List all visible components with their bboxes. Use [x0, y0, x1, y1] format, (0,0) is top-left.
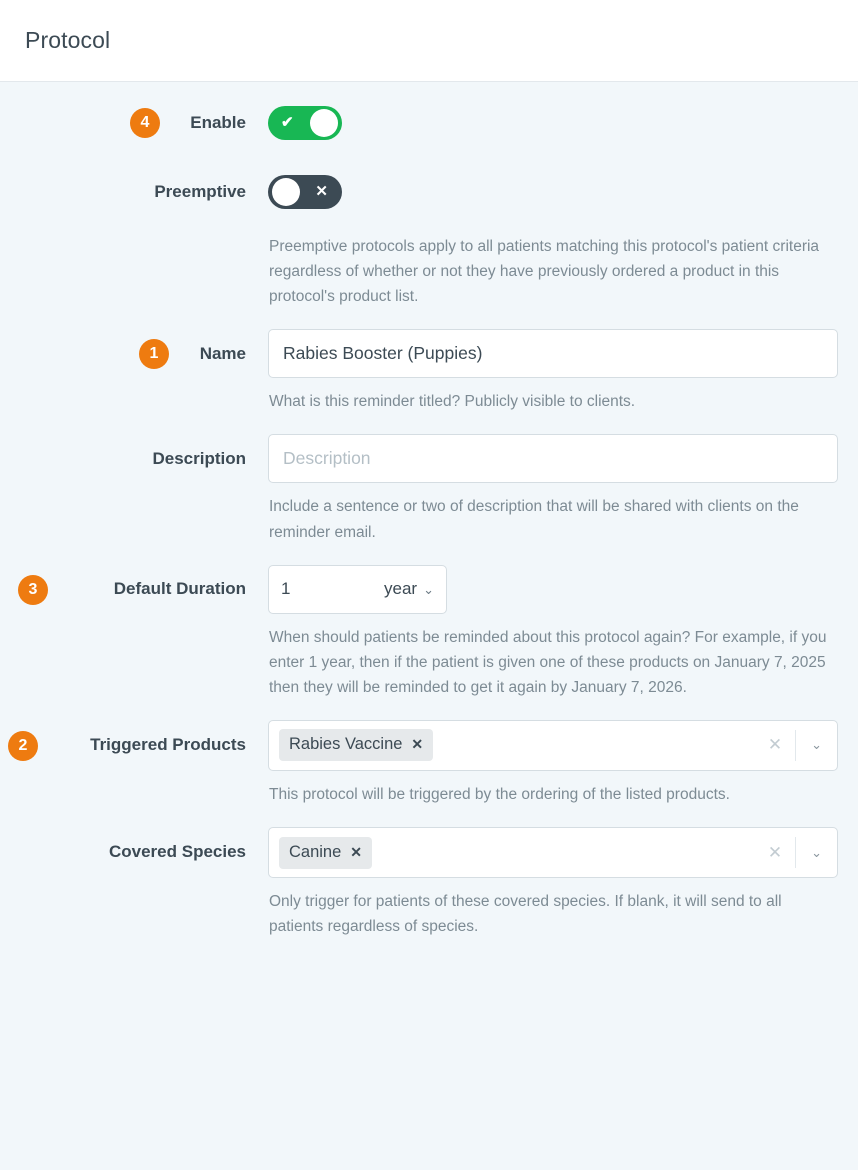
triggered-products-help-text: This protocol will be triggered by the ordering of the listed products. — [269, 785, 730, 803]
preemptive-help-text: Preemptive protocols apply to all patients matching this protocol's patient criteria regardless of whether or not they have previously ordered a product in this protocol's product list. — [269, 238, 820, 306]
default-duration-help-text: When should patients be reminded about this protocol again? For example, if you enter 1 year, then if the patient is given one of these products on January 7, 2025 then they will be reminded to get it again by January 7, 2026. — [269, 628, 827, 696]
field-row-name — [22, 329, 836, 414]
triggered-products-field — [268, 720, 836, 807]
description-label-col — [22, 434, 268, 483]
enable-field — [268, 106, 836, 145]
field-row-triggered-products — [18, 720, 836, 807]
covered-species-multiselect[interactable] — [268, 827, 838, 878]
enable-label: Enable — [190, 112, 246, 132]
triggered-products-label-col — [18, 720, 268, 771]
covered-species-chips — [279, 831, 755, 875]
name-label: Name — [199, 343, 246, 363]
description-help-text: Include a sentence or two of description that will be shared with clients on the reminder email. — [269, 498, 799, 541]
default-duration-field — [268, 565, 836, 700]
field-row-preemptive — [22, 175, 836, 309]
field-row-covered-species — [22, 827, 836, 939]
chevron-down-icon[interactable]: ⌄ — [423, 581, 434, 597]
chip-label: Canine — [289, 842, 342, 861]
duration-control[interactable] — [268, 565, 447, 614]
chip-remove-icon[interactable]: ✕ — [350, 843, 363, 860]
covered-species-label-col — [22, 827, 268, 878]
toggle-knob — [272, 178, 300, 206]
description-field — [268, 434, 836, 544]
enable-label-col — [22, 106, 268, 140]
chip[interactable] — [279, 729, 433, 761]
check-icon: ✔ — [281, 114, 294, 131]
clear-icon[interactable]: ✕ — [767, 842, 783, 862]
preemptive-label: Preemptive — [154, 181, 246, 201]
step-badge-1: 1 — [139, 339, 169, 369]
close-icon: ✕ — [315, 183, 328, 200]
step-badge-3: 3 — [18, 575, 48, 605]
name-label-col — [22, 329, 268, 378]
name-help-text: What is this reminder titled? Publicly visible to clients. — [269, 393, 636, 411]
page-header — [0, 0, 858, 82]
default-duration-label: Default Duration — [113, 578, 246, 598]
default-duration-label-col — [22, 565, 268, 614]
triggered-products-chips — [279, 723, 755, 767]
chip-label: Rabies Vaccine — [289, 735, 403, 754]
covered-species-label: Covered Species — [108, 842, 246, 862]
preemptive-toggle[interactable] — [268, 175, 342, 209]
name-field — [268, 329, 836, 414]
description-input[interactable] — [268, 434, 838, 483]
chevron-down-icon[interactable]: ⌄ — [811, 737, 822, 753]
toggle-knob — [310, 109, 338, 137]
step-badge-4: 4 — [130, 108, 160, 138]
page-title: Protocol — [25, 27, 111, 53]
clear-icon[interactable]: ✕ — [767, 735, 783, 755]
field-row-default-duration — [22, 565, 836, 700]
covered-species-help-text: Only trigger for patients of these covered species. If blank, it will send to all patients regardless of species. — [269, 893, 782, 936]
enable-toggle[interactable] — [268, 106, 342, 140]
duration-value[interactable]: 1 — [281, 579, 291, 599]
triggered-products-multiselect[interactable] — [268, 720, 838, 771]
description-label: Description — [152, 448, 246, 468]
chip-remove-icon[interactable]: ✕ — [411, 736, 424, 753]
field-row-description — [22, 434, 836, 544]
triggered-products-label: Triggered Products — [90, 735, 246, 755]
preemptive-label-col — [22, 175, 268, 209]
name-input[interactable] — [268, 329, 838, 378]
duration-unit: year — [384, 579, 418, 599]
preemptive-field — [268, 175, 836, 309]
covered-species-field — [268, 827, 836, 939]
chevron-down-icon[interactable]: ⌄ — [811, 844, 822, 860]
field-row-enable — [22, 106, 836, 145]
chip[interactable] — [279, 837, 372, 869]
protocol-form — [0, 82, 858, 1170]
step-badge-2: 2 — [8, 731, 38, 761]
